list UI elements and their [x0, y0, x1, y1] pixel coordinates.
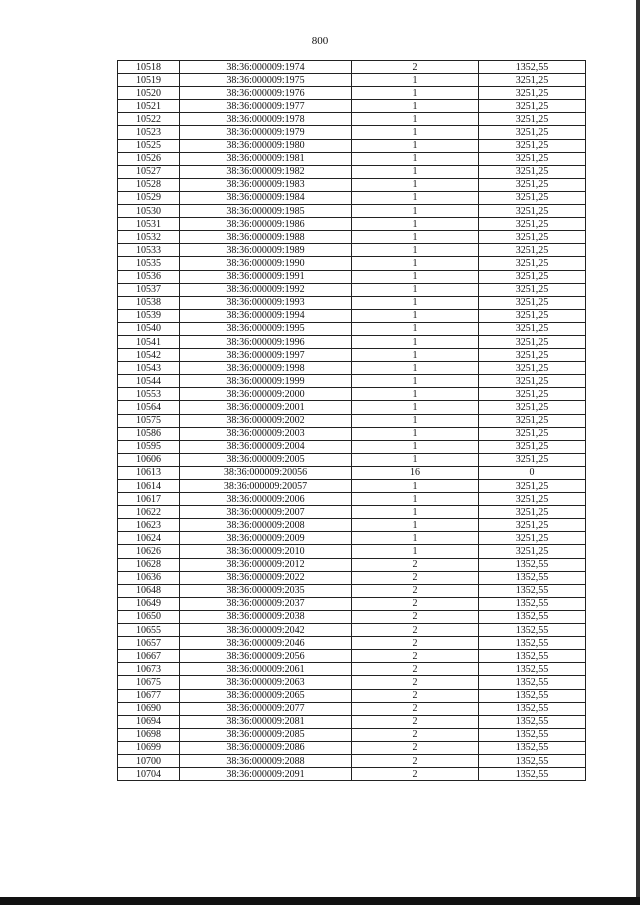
- cell-record-number: 10523: [118, 126, 180, 139]
- table-row: [118, 650, 586, 663]
- cell-cadastral-number: 38:36:000009:2012: [180, 558, 352, 571]
- table-row: [118, 231, 586, 244]
- cell-record-number: 10628: [118, 558, 180, 571]
- cell-amount: 1352,55: [479, 754, 586, 767]
- cell-cadastral-number: 38:36:000009:2037: [180, 597, 352, 610]
- page-number: 800: [311, 35, 329, 47]
- table-row: [118, 754, 586, 767]
- cell-count: 2: [352, 610, 479, 623]
- cell-count: 2: [352, 754, 479, 767]
- table-row: [118, 624, 586, 637]
- cell-count: 1: [352, 257, 479, 270]
- cell-cadastral-number: 38:36:000009:2006: [180, 493, 352, 506]
- cell-record-number: 10520: [118, 87, 180, 100]
- cell-amount: 3251,25: [479, 205, 586, 218]
- cell-amount: 0: [479, 466, 586, 479]
- cell-cadastral-number: 38:36:000009:2000: [180, 388, 352, 401]
- cell-cadastral-number: 38:36:000009:1994: [180, 309, 352, 322]
- table-row: [118, 113, 586, 126]
- cell-count: 2: [352, 728, 479, 741]
- cell-count: 1: [352, 401, 479, 414]
- cell-amount: 3251,25: [479, 401, 586, 414]
- cell-record-number: 10622: [118, 506, 180, 519]
- table-row: [118, 61, 586, 74]
- table-row: [118, 126, 586, 139]
- cell-count: 1: [352, 480, 479, 493]
- cell-record-number: 10606: [118, 453, 180, 466]
- cell-cadastral-number: 38:36:000009:1979: [180, 126, 352, 139]
- cell-record-number: 10529: [118, 191, 180, 204]
- cell-count: 1: [352, 231, 479, 244]
- cell-count: 2: [352, 584, 479, 597]
- cell-count: 1: [352, 519, 479, 532]
- cell-count: 1: [352, 244, 479, 257]
- cell-cadastral-number: 38:36:000009:1976: [180, 87, 352, 100]
- cell-record-number: 10542: [118, 349, 180, 362]
- cell-amount: 1352,55: [479, 597, 586, 610]
- cell-amount: 3251,25: [479, 349, 586, 362]
- table-row: [118, 309, 586, 322]
- cell-amount: 3251,25: [479, 191, 586, 204]
- cell-cadastral-number: 38:36:000009:20056: [180, 466, 352, 479]
- cell-cadastral-number: 38:36:000009:1981: [180, 152, 352, 165]
- cell-cadastral-number: 38:36:000009:2091: [180, 768, 352, 781]
- cell-record-number: 10536: [118, 270, 180, 283]
- cell-cadastral-number: 38:36:000009:1978: [180, 113, 352, 126]
- cell-cadastral-number: 38:36:000009:2005: [180, 453, 352, 466]
- cell-record-number: 10649: [118, 597, 180, 610]
- cell-cadastral-number: 38:36:000009:1993: [180, 296, 352, 309]
- table-row: [118, 689, 586, 702]
- table-row: [118, 165, 586, 178]
- cell-count: 1: [352, 139, 479, 152]
- cell-count: 1: [352, 178, 479, 191]
- cell-cadastral-number: 38:36:000009:2046: [180, 637, 352, 650]
- cell-cadastral-number: 38:36:000009:2086: [180, 741, 352, 754]
- cell-record-number: 10617: [118, 493, 180, 506]
- cell-record-number: 10623: [118, 519, 180, 532]
- cell-amount: 1352,55: [479, 689, 586, 702]
- cell-cadastral-number: 38:36:000009:2009: [180, 532, 352, 545]
- cell-cadastral-number: 38:36:000009:2056: [180, 650, 352, 663]
- table-row: [118, 715, 586, 728]
- cell-record-number: 10521: [118, 100, 180, 113]
- cell-cadastral-number: 38:36:000009:2007: [180, 506, 352, 519]
- cell-record-number: 10544: [118, 375, 180, 388]
- cell-count: 2: [352, 61, 479, 74]
- cell-cadastral-number: 38:36:000009:1990: [180, 257, 352, 270]
- cell-amount: 3251,25: [479, 362, 586, 375]
- cell-count: 1: [352, 545, 479, 558]
- table-row: [118, 349, 586, 362]
- cell-amount: 3251,25: [479, 100, 586, 113]
- cell-cadastral-number: 38:36:000009:1992: [180, 283, 352, 296]
- table-row: [118, 466, 586, 479]
- cell-count: 1: [352, 218, 479, 231]
- table-row: [118, 87, 586, 100]
- cadastral-table-wrapper: [117, 60, 585, 781]
- cell-record-number: 10530: [118, 205, 180, 218]
- cell-cadastral-number: 38:36:000009:1998: [180, 362, 352, 375]
- table-row: [118, 519, 586, 532]
- table-row: [118, 676, 586, 689]
- cell-amount: 3251,25: [479, 113, 586, 126]
- cell-amount: 3251,25: [479, 218, 586, 231]
- cell-cadastral-number: 38:36:000009:2061: [180, 663, 352, 676]
- cell-record-number: 10539: [118, 309, 180, 322]
- cell-cadastral-number: 38:36:000009:1991: [180, 270, 352, 283]
- cell-cadastral-number: 38:36:000009:2003: [180, 427, 352, 440]
- cell-count: 1: [352, 270, 479, 283]
- table-row: [118, 388, 586, 401]
- cell-amount: 3251,25: [479, 532, 586, 545]
- table-row: [118, 296, 586, 309]
- cell-amount: 1352,55: [479, 676, 586, 689]
- cell-cadastral-number: 38:36:000009:1995: [180, 322, 352, 335]
- cell-cadastral-number: 38:36:000009:2088: [180, 754, 352, 767]
- table-row: [118, 637, 586, 650]
- cell-amount: 3251,25: [479, 375, 586, 388]
- cell-count: 1: [352, 349, 479, 362]
- cell-amount: 3251,25: [479, 493, 586, 506]
- table-row: [118, 597, 586, 610]
- cell-count: 1: [352, 532, 479, 545]
- cell-count: 2: [352, 715, 479, 728]
- cell-amount: 3251,25: [479, 152, 586, 165]
- cell-cadastral-number: 38:36:000009:1982: [180, 165, 352, 178]
- cell-cadastral-number: 38:36:000009:1984: [180, 191, 352, 204]
- table-row: [118, 218, 586, 231]
- table-row: [118, 191, 586, 204]
- cell-record-number: 10675: [118, 676, 180, 689]
- cell-record-number: 10528: [118, 178, 180, 191]
- cell-cadastral-number: 38:36:000009:2085: [180, 728, 352, 741]
- cell-amount: 3251,25: [479, 545, 586, 558]
- cell-amount: 1352,55: [479, 702, 586, 715]
- cell-record-number: 10595: [118, 440, 180, 453]
- cell-cadastral-number: 38:36:000009:2035: [180, 584, 352, 597]
- cell-record-number: 10586: [118, 427, 180, 440]
- cell-amount: 1352,55: [479, 650, 586, 663]
- cell-record-number: 10613: [118, 466, 180, 479]
- cell-record-number: 10538: [118, 296, 180, 309]
- cell-record-number: 10527: [118, 165, 180, 178]
- cell-amount: 1352,55: [479, 571, 586, 584]
- cell-count: 1: [352, 493, 479, 506]
- cell-record-number: 10624: [118, 532, 180, 545]
- cell-cadastral-number: 38:36:000009:2077: [180, 702, 352, 715]
- cell-record-number: 10531: [118, 218, 180, 231]
- table-row: [118, 414, 586, 427]
- cell-count: 1: [352, 165, 479, 178]
- cell-record-number: 10553: [118, 388, 180, 401]
- cell-amount: 3251,25: [479, 480, 586, 493]
- cell-record-number: 10525: [118, 139, 180, 152]
- cell-count: 1: [352, 100, 479, 113]
- table-row: [118, 270, 586, 283]
- table-row: [118, 283, 586, 296]
- cell-count: 1: [352, 113, 479, 126]
- table-row: [118, 375, 586, 388]
- cell-amount: 3251,25: [479, 283, 586, 296]
- table-row: [118, 480, 586, 493]
- cell-record-number: 10690: [118, 702, 180, 715]
- table-row: [118, 335, 586, 348]
- cell-amount: 3251,25: [479, 309, 586, 322]
- table-row: [118, 493, 586, 506]
- cell-record-number: 10694: [118, 715, 180, 728]
- table-row: [118, 558, 586, 571]
- cell-count: 16: [352, 466, 479, 479]
- cell-count: 1: [352, 296, 479, 309]
- cell-cadastral-number: 38:36:000009:2008: [180, 519, 352, 532]
- cell-count: 1: [352, 335, 479, 348]
- cell-record-number: 10677: [118, 689, 180, 702]
- cell-amount: 3251,25: [479, 440, 586, 453]
- cell-amount: 3251,25: [479, 178, 586, 191]
- cell-cadastral-number: 38:36:000009:1983: [180, 178, 352, 191]
- cell-record-number: 10667: [118, 650, 180, 663]
- cell-count: 2: [352, 741, 479, 754]
- cell-record-number: 10543: [118, 362, 180, 375]
- cell-count: 1: [352, 74, 479, 87]
- cell-record-number: 10532: [118, 231, 180, 244]
- cell-amount: 3251,25: [479, 244, 586, 257]
- cell-count: 2: [352, 768, 479, 781]
- cell-amount: 1352,55: [479, 768, 586, 781]
- table-row: [118, 453, 586, 466]
- cell-record-number: 10698: [118, 728, 180, 741]
- cell-amount: 1352,55: [479, 715, 586, 728]
- table-row: [118, 401, 586, 414]
- cell-amount: 3251,25: [479, 126, 586, 139]
- cell-amount: 3251,25: [479, 335, 586, 348]
- cell-amount: 3251,25: [479, 296, 586, 309]
- cell-count: 1: [352, 453, 479, 466]
- table-row: [118, 362, 586, 375]
- cell-cadastral-number: 38:36:000009:2002: [180, 414, 352, 427]
- table-row: [118, 545, 586, 558]
- cell-cadastral-number: 38:36:000009:2038: [180, 610, 352, 623]
- cell-amount: 3251,25: [479, 322, 586, 335]
- cell-record-number: 10699: [118, 741, 180, 754]
- cell-count: 1: [352, 283, 479, 296]
- table-row: [118, 663, 586, 676]
- cell-count: 1: [352, 362, 479, 375]
- cell-count: 1: [352, 191, 479, 204]
- cell-record-number: 10540: [118, 322, 180, 335]
- cell-cadastral-number: 38:36:000009:20057: [180, 480, 352, 493]
- table-row: [118, 728, 586, 741]
- cell-count: 1: [352, 506, 479, 519]
- cell-amount: 1352,55: [479, 61, 586, 74]
- cell-record-number: 10655: [118, 624, 180, 637]
- table-row: [118, 322, 586, 335]
- cell-cadastral-number: 38:36:000009:1974: [180, 61, 352, 74]
- table-row: [118, 205, 586, 218]
- cell-count: 1: [352, 152, 479, 165]
- table-row: [118, 427, 586, 440]
- cell-amount: 1352,55: [479, 728, 586, 741]
- cell-amount: 3251,25: [479, 270, 586, 283]
- cell-record-number: 10657: [118, 637, 180, 650]
- table-row: [118, 74, 586, 87]
- table-row: [118, 440, 586, 453]
- cell-amount: 1352,55: [479, 584, 586, 597]
- scan-edge-right: [636, 0, 640, 905]
- table-body: [118, 61, 586, 781]
- cell-cadastral-number: 38:36:000009:2063: [180, 676, 352, 689]
- cell-count: 2: [352, 571, 479, 584]
- cell-record-number: 10564: [118, 401, 180, 414]
- cell-amount: 1352,55: [479, 558, 586, 571]
- cell-cadastral-number: 38:36:000009:1988: [180, 231, 352, 244]
- cell-cadastral-number: 38:36:000009:2042: [180, 624, 352, 637]
- cell-count: 1: [352, 427, 479, 440]
- cell-count: 1: [352, 126, 479, 139]
- cell-cadastral-number: 38:36:000009:1975: [180, 74, 352, 87]
- cell-record-number: 10700: [118, 754, 180, 767]
- cell-count: 2: [352, 624, 479, 637]
- cell-record-number: 10673: [118, 663, 180, 676]
- scan-edge-bottom: [0, 897, 640, 905]
- cell-amount: 3251,25: [479, 453, 586, 466]
- cell-record-number: 10704: [118, 768, 180, 781]
- cell-cadastral-number: 38:36:000009:1999: [180, 375, 352, 388]
- cell-record-number: 10533: [118, 244, 180, 257]
- cell-amount: 1352,55: [479, 610, 586, 623]
- cell-amount: 1352,55: [479, 637, 586, 650]
- cell-count: 1: [352, 388, 479, 401]
- cell-record-number: 10522: [118, 113, 180, 126]
- cell-cadastral-number: 38:36:000009:1986: [180, 218, 352, 231]
- cell-record-number: 10535: [118, 257, 180, 270]
- cell-record-number: 10648: [118, 584, 180, 597]
- cell-cadastral-number: 38:36:000009:1977: [180, 100, 352, 113]
- cell-cadastral-number: 38:36:000009:2010: [180, 545, 352, 558]
- cell-amount: 1352,55: [479, 741, 586, 754]
- table-row: [118, 571, 586, 584]
- table-row: [118, 244, 586, 257]
- cell-count: 2: [352, 650, 479, 663]
- cell-record-number: 10575: [118, 414, 180, 427]
- cell-count: 2: [352, 689, 479, 702]
- table-row: [118, 152, 586, 165]
- cell-cadastral-number: 38:36:000009:2022: [180, 571, 352, 584]
- table-row: [118, 741, 586, 754]
- cell-record-number: 10519: [118, 74, 180, 87]
- cell-cadastral-number: 38:36:000009:1996: [180, 335, 352, 348]
- cell-amount: 3251,25: [479, 74, 586, 87]
- cell-cadastral-number: 38:36:000009:2081: [180, 715, 352, 728]
- table-row: [118, 178, 586, 191]
- cell-record-number: 10541: [118, 335, 180, 348]
- cell-count: 2: [352, 558, 479, 571]
- cell-amount: 3251,25: [479, 388, 586, 401]
- cell-count: 1: [352, 205, 479, 218]
- cell-amount: 1352,55: [479, 663, 586, 676]
- cell-amount: 3251,25: [479, 165, 586, 178]
- cell-count: 2: [352, 637, 479, 650]
- table-row: [118, 768, 586, 781]
- cell-cadastral-number: 38:36:000009:1980: [180, 139, 352, 152]
- cell-record-number: 10636: [118, 571, 180, 584]
- cell-record-number: 10526: [118, 152, 180, 165]
- cell-record-number: 10650: [118, 610, 180, 623]
- cell-amount: 3251,25: [479, 519, 586, 532]
- cell-count: 2: [352, 663, 479, 676]
- cell-count: 1: [352, 414, 479, 427]
- table-row: [118, 532, 586, 545]
- table-row: [118, 100, 586, 113]
- cell-cadastral-number: 38:36:000009:1989: [180, 244, 352, 257]
- cell-count: 2: [352, 702, 479, 715]
- cell-amount: 3251,25: [479, 87, 586, 100]
- table-row: [118, 257, 586, 270]
- cell-cadastral-number: 38:36:000009:1997: [180, 349, 352, 362]
- cell-count: 1: [352, 309, 479, 322]
- cadastral-table: [117, 60, 586, 781]
- cell-amount: 3251,25: [479, 414, 586, 427]
- cell-record-number: 10626: [118, 545, 180, 558]
- cell-count: 2: [352, 676, 479, 689]
- table-row: [118, 610, 586, 623]
- cell-count: 1: [352, 322, 479, 335]
- cell-amount: 3251,25: [479, 139, 586, 152]
- cell-cadastral-number: 38:36:000009:2001: [180, 401, 352, 414]
- table-row: [118, 702, 586, 715]
- table-row: [118, 506, 586, 519]
- cell-count: 1: [352, 87, 479, 100]
- cell-amount: 3251,25: [479, 506, 586, 519]
- cell-cadastral-number: 38:36:000009:1985: [180, 205, 352, 218]
- table-row: [118, 139, 586, 152]
- cell-amount: 3251,25: [479, 231, 586, 244]
- cell-cadastral-number: 38:36:000009:2004: [180, 440, 352, 453]
- cell-count: 1: [352, 440, 479, 453]
- cell-cadastral-number: 38:36:000009:2065: [180, 689, 352, 702]
- cell-record-number: 10518: [118, 61, 180, 74]
- cell-amount: 3251,25: [479, 427, 586, 440]
- cell-amount: 1352,55: [479, 624, 586, 637]
- cell-record-number: 10537: [118, 283, 180, 296]
- cell-record-number: 10614: [118, 480, 180, 493]
- cell-amount: 3251,25: [479, 257, 586, 270]
- cell-count: 1: [352, 375, 479, 388]
- cell-count: 2: [352, 597, 479, 610]
- table-row: [118, 584, 586, 597]
